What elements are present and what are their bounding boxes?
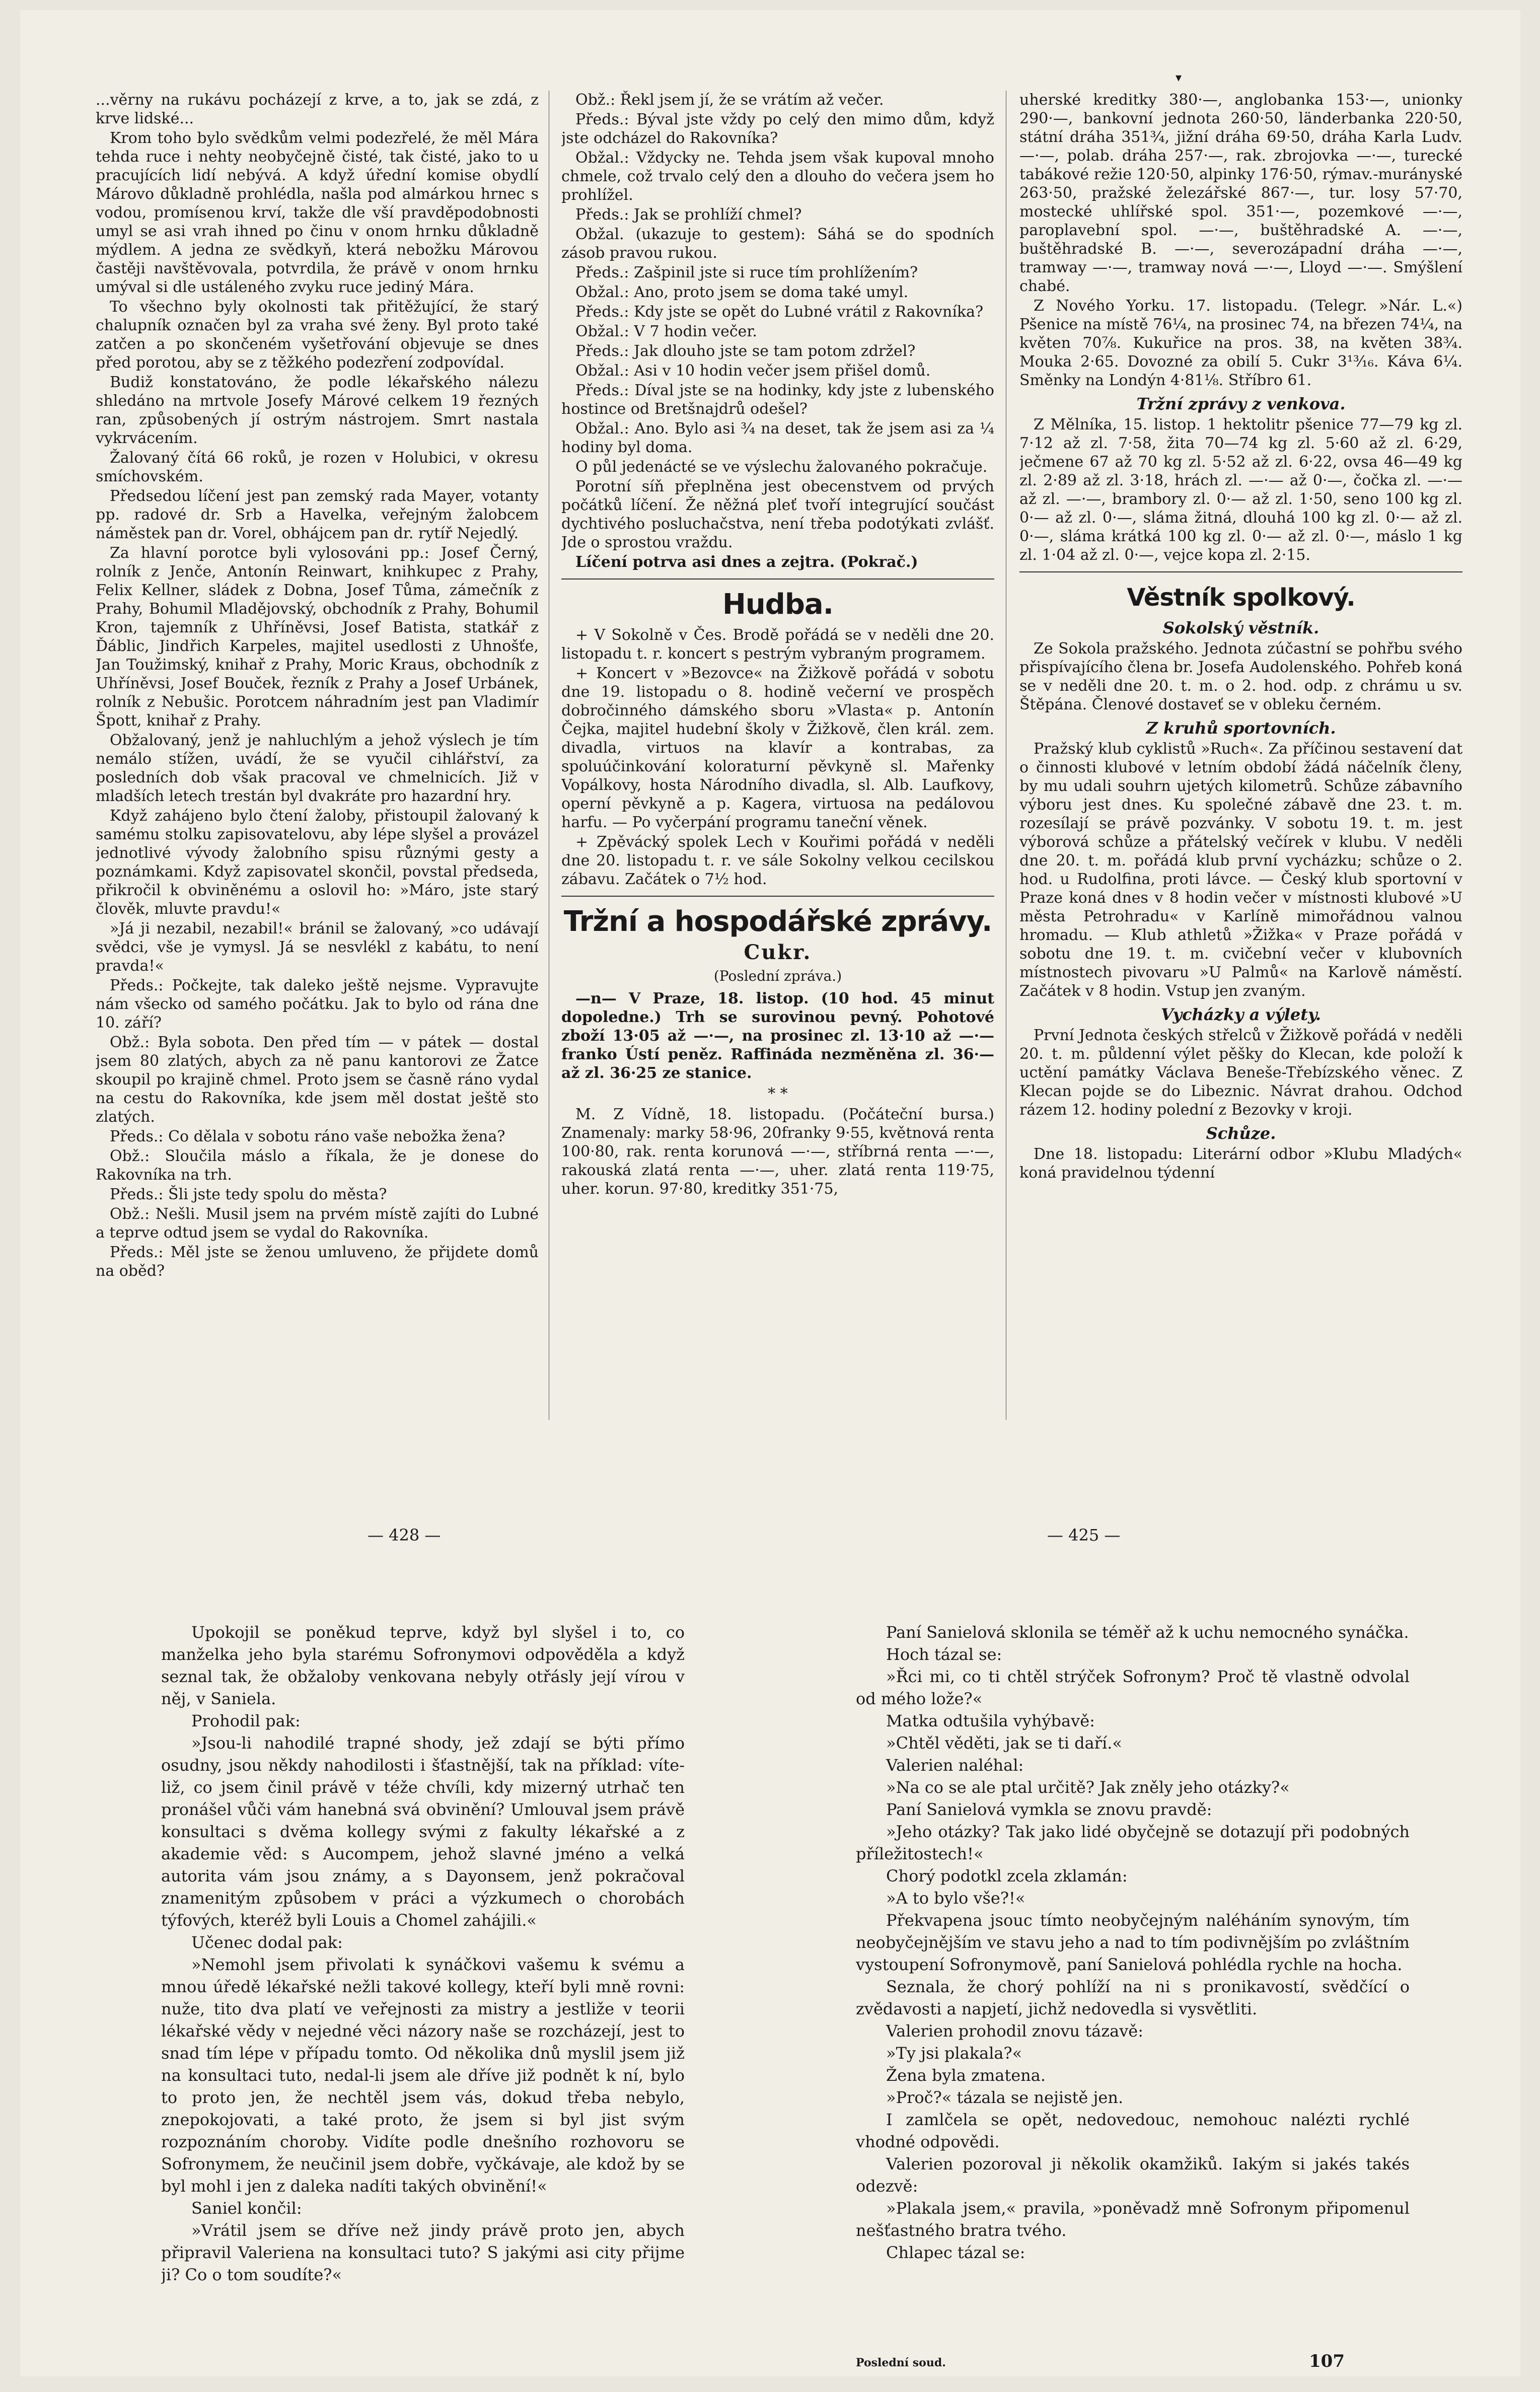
paragraph: Předs.: Šli jste tedy spolu do města? — [110, 1186, 387, 1203]
subsection-title-sokol: Sokolský věstník. — [1162, 618, 1319, 637]
paragraph: Matka odtušila vyhýbavě: — [886, 1711, 1095, 1730]
paragraph: »A to bylo vše?!« — [886, 1889, 1025, 1908]
subsection-title-sport: Z kruhů sportovních. — [1146, 718, 1336, 738]
subsection-title-cukr: Cukr. — [744, 940, 812, 964]
paragraph: Z Mělníka, 15. listop. 1 hektolitr pšenice 77—79 kg zl. 7·12 až zl. 7·58, žita 70—74 kg zl. 5·60 až zl. 6·29, ječmene 67 až 70 kg zl. 5·52 až zl. 6·22, ovsa 46—49 kg zl. 2·89 až zl. 3·18, hrách zl. —·— až 0·—, čočka zl. —·— až zl. —·—, brambory zl. 0·— až zl. 1·50, seno 100 kg zl. 0·— až zl. 0·—, sláma žitná, dlouhá 100 kg zl. 0·— až zl. 0·—, sláma krátká 100 kg zl. 0·— až zl. 0·—, máslo 1 kg zl. 1·04 až zl. 0·—, vejce kopa zl. 2·15. — [1019, 416, 1462, 564]
paragraph: Předs.: Co dělala v sobotu ráno vaše nebožka žena? — [110, 1128, 505, 1145]
paragraph: Paní Sanielová vymkla se znovu pravdě: — [886, 1800, 1212, 1819]
paragraph: Paní Sanielová sklonila se téměř až k uchu nemocného synáčka. — [886, 1623, 1409, 1642]
paragraph: Předs.: Kdy jste se opět do Lubné vrátil z Rakovníka? — [575, 303, 984, 321]
paragraph: Budiž konstatováno, že podle lékařského nálezu shledáno na mrtvole Josefy Márové celkem 19 řezných ran, způsobených jí ostrým nástrojem. Smrt nastala vykrvácením. — [96, 374, 539, 447]
paragraph: Obžal.: Vždycky ne. Tehda jsem však kupoval mnoho chmele, což trvalo celý den a dlouho do večera jsem ho prohlížel. — [561, 149, 994, 204]
paragraph: + Zpěvácký spolek Lech v Kouřimi pořádá v neděli dne 20. listopadu t. r. ve sále Sokolny velkou cecilskou zábavu. Začátek o 7½ hod. — [561, 833, 994, 888]
paragraph: ...věrny na rukávu pocházejí z krve, a to, jak se zdá, z krve lidské... — [96, 91, 539, 127]
paragraph: Seznala, že chorý pohlíží na ni s pronikavostí, svědčící o zvědavosti a napjetí, jichž nedovedla si vysvětliti. — [856, 1977, 1410, 2018]
paragraph: Hoch tázal se: — [886, 1645, 1002, 1664]
column-right — [1019, 91, 1462, 1440]
paragraph: + Koncert v »Bezovce« na Žižkově pořádá v sobotu dne 19. listopadu o 8. hodině večerní ve prospěch dobročinného dámského sboru »Vlasta« p. Antonín Čejka, majitel hudební školy v Žižkově, člen král. zem. divadla, virtuos na klavír a kontrabas, za spoluúčinkování koloraturní pěvkyně sl. Mařenky Vopálkovy, hosta Národního divadla, sl. Alb. Laufkovy, operní pěvkyně a p. Kagera, virtuosa na pedálovou harfu. — Po vyčerpání programu taneční věnek. — [561, 665, 994, 831]
subsection-note: (Poslední zpráva.) — [713, 968, 842, 984]
paragraph: Žena byla zmatena. — [886, 2066, 1046, 2085]
paragraph: Upokojil se poněkud teprve, když byl slyšel i to, co manželka jeho byla starému Sofronymovi odpověděla a když seznal tak, že obžaloby venkovana nebyly otřásly její vírou v něj, v Saniela. — [161, 1623, 685, 1708]
paragraph: Za hlavní porotce byli vylosováni pp.: Josef Černý, rolník z Jenče, Antonín Reinwart, knihkupec z Prahy, Felix Kellner, sládek z Dobna, Josef Tůma, zámečník z Prahy, Bohumil Mladějovský, obchodník z Prahy, Bohumil Kron, tajemník z Uhříněvsi, Josef Batista, statkář z Ďáblic, Jindřich Karpeles, majitel usedlosti z Uhnošťe, Jan Toužimský, knihař z Prahy, Moric Kraus, obchodník z Uhříněvsi, Josef Bouček, řezník z Prahy a Josef Urbánek, rolník z Nebušic. Porotcem náhradním jest pan Vladimír Špott, knihař z Prahy. — [96, 544, 539, 730]
paragraph: Obžal.: V 7 hodin večer. — [575, 323, 757, 340]
column-left — [96, 91, 539, 1440]
paragraph: M. Z Vídně, 18. listopadu. (Počáteční bursa.) Znamenaly: marky 58·96, 20franky 9·55, květnová renta 100·80, rak. renta korunová —·—, stříbrná renta —·—, rakouská zlatá renta —·—, uher. zlatá renta 119·75, uher. korun. 97·80, kreditky 351·75, — [561, 1106, 994, 1198]
paragraph: Předs.: Jak dlouho jste se tam potom zdržel? — [575, 342, 916, 360]
paragraph: Obž.: Nešli. Musil jsem na prvém místě zajíti do Lubné a teprve odtud jsem se vydal do Rakovníka. — [96, 1205, 539, 1242]
separator-stars: * * — [768, 1085, 788, 1103]
paragraph: Valerien naléhal: — [886, 1756, 1024, 1775]
novel-column-left — [161, 1621, 685, 2356]
paragraph: Překvapena jsouc tímto neobyčejným naléháním synovým, tím neobyčejnějším ve stavu jeho a nad to tím podivnějším po zvláštním vystoupení Sofronymově, paní Sanielová pohlédla rychle na hocha. — [856, 1911, 1410, 1974]
paragraph: Předs.: Zašpinil jste si ruce tím prohlížením? — [575, 264, 918, 281]
paragraph: »Vrátil jsem se dříve než jindy právě proto jen, abych připravil Valeriena na konsultaci tuto? S jakými asi city přijme ji? Co o tom soudíte?« — [161, 2221, 685, 2284]
section-title-hudba: Hudba. — [722, 588, 833, 621]
paragraph: Obžal.: Ano, proto jsem se doma také umyl. — [575, 283, 909, 301]
paragraph: Obž.: Sloučila máslo a říkala, že je donese do Rakovníka na trh. — [96, 1147, 539, 1184]
paragraph: »Jsou-li nahodilé trapné shody, jež zdají se býti přímo osudny, jsou někdy nahodilosti i šťastnější, tak na příklad: víte-liž, co jsem činil právě v téže chvíli, kdy mizerný utrhač ten pronášel vůči vám hanebná svá obvinění? Umlouval jsem právě konsultaci s dvěma kollegy svými z fakulty lékařské a z akademie věd: s Aucompem, jehož slavné jméno a velká autorita vám jsou známy, a s Dayonsem, jenž pokračoval znamenitým způsobem v práci a výzkumech o chorobách týfových, kteréž byli Louis a Chomel zahájili.« — [161, 1733, 685, 1930]
paragraph: »Proč?« tázala se nejistě jen. — [886, 2088, 1124, 2107]
paragraph: Dne 18. listopadu: Literární odbor »Klubu Mladých« koná pravidelnou týdenní — [1019, 1145, 1462, 1182]
footer-page-number: 107 — [1309, 2351, 1345, 2371]
paragraph: První Jednota českých střelců v Žižkově pořádá v neděli 20. t. m. půldenní výlet pěšky do Klecan, kde položí k uctění památky Václava Beneše-Třebízského věnec. Z Klecan pojde se do Libeznic. Návrat drahou. Odchod rázem 12. hodiny polední z Bezovky v kroji. — [1019, 1027, 1462, 1119]
paragraph: Předsedou líčení jest pan zemský rada Mayer, votanty pp. radové dr. Srb a Havelka, veřejným žalobcem náměstek pan dr. Vorel, obhájcem pan dr. rytíř Nejedlý. — [96, 487, 539, 542]
paragraph: Obžal.: Asi v 10 hodin večer jsem přišel domů. — [575, 362, 931, 380]
paragraph: »Chtěl věděti, jak se ti daří.« — [886, 1733, 1122, 1753]
paragraph: Pražský klub cyklistů »Ruch«. Za příčinou sestavení dat o činnosti klubové v letním období žádá náčelník členy, by mu udali souhrn ujetých kilometrů. Schůze zábavního výboru jest dnes. Ku společné zábavě dne 23. t. m. rozesílají se právě pozvánky. V sobotu 19. t. m. jest výborová schůze a přátelský večírek v klubu. V neděli dne 20. t. m. pořádá klub první vycházku; schůze o 2. hod. u Rudolfina, proti lávce. — Český klub sportovní v Praze koná dnes v 8 hodin večer v místnosti klubové »U města Petrohradu« v Karlíně mimořádnou valnou hromadu. — Klub athletů »Žižka« v Praze pořádá v sobotu dne 19. t. m. cvičební večer v klubovních místnostech pivovaru »U Palmů« na Karlově náměstí. Začátek v 8 hodin. Vstup jen zvaným. — [1019, 740, 1462, 1000]
paragraph: Předs.: Počkejte, tak daleko ještě nejsme. Vypravujte nám všecko od samého počátku. Jak to bylo od rána dne 10. září? — [96, 977, 539, 1032]
paragraph: »Řci mi, co ti chtěl strýček Sofronym? Proč tě vlastně odvolal od mého lože?« — [856, 1667, 1410, 1708]
paragraph: Když zahájeno bylo čtení žaloby, přistoupil žalovaný k samému stolku zapisovatelovu, aby lépe slyšel a provázel jednotlivé vývody žalobního spisu různými gesty a poznámkami. Když zapisovatel skončil, povstal předseda, přikročil k obviněnému a oslovil ho: »Máro, jste starý člověk, mluvte pravdu!« — [96, 807, 539, 918]
paragraph: I zamlčela se opět, nedovedouc, nemohouc nalézti rychlé vhodné odpovědi. — [856, 2110, 1410, 2151]
newspaper-sheet — [20, 10, 1520, 2376]
paragraph: »Plakala jsem,« pravila, »poněvadž mně Sofronym připomenul nešťastného bratra tvého. — [856, 2199, 1410, 2240]
paragraph: Obžal.: Ano. Bylo asi ¾ na deset, tak že jsem asi za ¼ hodiny byl doma. — [561, 420, 994, 456]
paragraph: Žalovaný čítá 66 roků, je rozen v Holubici, v okresu smíchovském. — [96, 449, 539, 485]
page-mark: ▾ — [1176, 70, 1182, 85]
novel-column-right — [856, 1621, 1410, 2356]
paragraph: —n— V Praze, 18. listop. (10 hod. 45 minut dopoledne.) Trh se surovinou pevný. Pohotové zboží 13·05 až —·—, na prosinec zl. 13·10 až —·— franko Ústí peněz. Raffináda nezměněna zl. 36·— až zl. 36·25 ze stanice. — [561, 990, 994, 1082]
paragraph: O půl jedenácté se ve výslechu žalovaného pokračuje. — [575, 458, 988, 476]
paragraph: Z Nového Yorku. 17. listopadu. (Telegr. »Nár. L.«) Pšenice na místě 76¼, na prosinec 74, na březen 74¼, na květen 70⅞. Kukuřice na pros. 38, na květen 38¾. Mouka 2·65. Dovozné za obilí 5. Cukr 3¹³⁄₁₆. Káva 6¼. Směnky na Londýn 4·81⅛. Stříbro 61. — [1019, 297, 1462, 389]
paragraph: Valerien pozoroval ji několik okamžiků. Iakým si jakés takés odezvě: — [856, 2154, 1410, 2196]
paragraph: Saniel končil: — [191, 2199, 302, 2218]
paragraph: Předs.: Jak se prohlíží chmel? — [575, 206, 802, 224]
subsection-title-schuze: Schůze. — [1206, 1124, 1276, 1143]
paragraph: Obžalovaný, jenž je nahluchlým a jehož výslech je tím nemálo stížen, uvádí, že se vyučil cihlářství, za posledních dob však pracoval ve chmelnicích. Již v mladších letech trestán byl dvakráte pro hazardní hry. — [96, 732, 539, 805]
paragraph: »Jeho otázky? Tak jako lidé obyčejně se dotazují při podobných příležitostech!« — [856, 1822, 1410, 1863]
paragraph: Obž.: Řekl jsem jí, že se vrátím až večer. — [575, 91, 884, 109]
section-title-vestnik: Věstník spolkový. — [1127, 584, 1355, 612]
paragraph: »Nemohl jsem přivolati k synáčkovi vašemu k svému a mnou úředě lékařské nežli takové kollegy, kteří byli mně rovni: nuže, tito dva platí ve veřejnosti za mistry a jestliže v teorii lékařské vědy v nejedné věci názory naše se rozcházejí, jest to snad tím lépe v případu tomto. Od několika dnů myslil jsem již na konsultaci tuto, nedal-li jsem ale dříve již podnět k ní, bylo to proto jen, že nechtěl jsem vás, dokud třeba nebylo, znepokojovati, a také proto, že jsem si byl jist svým rozpoznáním choroby. Vidíte podle dnešního rozhovoru se Sofronymem, že neučinil jsem dobře, vyčkávaje, ale kdož by se byl mohl i jen z daleka nadíti takých obvinění!« — [161, 1955, 685, 2196]
paragraph: »Ty jsi plakala?« — [886, 2044, 1022, 2063]
column-middle — [561, 91, 994, 1440]
paragraph: Obž.: Byla sobota. Den před tím — v pátek — dostal jsem 80 zlatých, abych za ně panu kantorovi ze Žatce skoupil po krajině chmel. Proto jsem se časně ráno vydal na cestu do Rakovníka, kde jsem měl dostat ještě sto zlatých. — [96, 1034, 539, 1126]
paragraph: Předs.: Díval jste se na hodinky, kdy jste z lubenského hostince od Bretšnajdrů odešel? — [561, 382, 994, 418]
paragraph: Líčení potrva asi dnes a zejtra. (Pokrač.) — [575, 553, 918, 571]
divider — [561, 578, 994, 579]
footer-signature: Poslední soud. — [856, 2356, 946, 2369]
paragraph: »Já ji nezabil, nezabil!« bránil se žalovaný, »co udávají svědci, vše je vymysl. Já se nesvlékl z kabátu, to není pravda!« — [96, 920, 539, 975]
paragraph: uherské kreditky 380·—, anglobanka 153·—, unionky 290·—, bankovní jednota 260·50, länderbanka 220·50, státní dráha 351¾, jižní dráha 69·50, dráha Karla Ludv. —·—, polab. dráha 257·—, rak. zbrojovka —·—, turecké tabákové režie 120·50, alpinky 176·50, rýmav.-murányské 263·50, pražské železářské 867·—, tur. losy 57·70, mostecké uhlířské spol. 351·—, pozemkové —·—, paroplavební spol. —·—, buštěhradské A. —·—, buštěhradské B. —·—, severozápadní dráha —·—, tramway —·—, tramway nová —·—, Lloyd —·—. Smýšlení chabé. — [1019, 91, 1462, 295]
paragraph: »Na co se ale ptal určitě? Jak zněly jeho otázky?« — [886, 1778, 1290, 1797]
paragraph: Učenec dodal pak: — [191, 1933, 343, 1952]
paragraph: Ze Sokola pražského. Jednota zúčastní se pohřbu svého přispívajícího člena br. Josefa Audolenského. Pohřeb koná se v neděli dne 20. t. m. o 2. hod. odp. z chrámu u sv. Štěpána. Členové dostaveť se v obleku černém. — [1019, 640, 1462, 713]
paragraph: To všechno byly okolnosti tak přitěžující, že starý chalupník označen byl za vraha své ženy. Byl proto také zatčen a po skončeném vyšetřování objevuje se dnes před porotou, aby se z těžkého podezření zodpovídal. — [96, 298, 539, 372]
paragraph: + V Sokolně v Čes. Brodě pořádá se v neděli dne 20. listopadu t. r. koncert s pestrým vybraným programem. — [561, 626, 994, 663]
paragraph: Prohodil pak: — [191, 1711, 301, 1730]
paragraph: Chorý podotkl zcela zklamán: — [886, 1866, 1128, 1886]
page-number-left: — 428 — — [368, 1526, 441, 1545]
paragraph: Porotní síň přeplněna jest obecenstvem od prvých počátků líčení. Že něžná pleť tvoří integrující součást dychtivého posluchačstva, není třeba podotýkati zvlášť. Jde o sprostou vraždu. — [561, 478, 994, 551]
paragraph: Obžal. (ukazuje to gestem): Sáhá se do spodních zásob pravou rukou. — [561, 226, 994, 262]
page-number-right: — 425 — — [1047, 1526, 1121, 1545]
paragraph: Valerien prohodil znovu tázavě: — [886, 2021, 1143, 2041]
divider — [561, 896, 994, 897]
paragraph: Předs.: Měl jste se ženou umluveno, že přijdete domů na oběd? — [96, 1244, 539, 1280]
paragraph: Chlapec tázal se: — [886, 2243, 1025, 2262]
section-title-trzni: Tržní a hospodářské zprávy. — [563, 905, 992, 938]
divider — [1019, 571, 1462, 572]
subsection-title-venkov: Tržní zprávy z venkova. — [1136, 394, 1346, 413]
subsection-title-vychazky: Vycházky a výlety. — [1160, 1005, 1322, 1024]
paragraph: Předs.: Býval jste vždy po celý den mimo dům, když jste odcházel do Rakovníka? — [561, 111, 994, 147]
paragraph: Krom toho bylo svědkům velmi podezřelé, že měl Mára tehda ruce i nehty neobyčejně čisté, tak čisté, jako to u pracujících lidí nebývá. A když úřední komise obydlí Márovo důkladně prohlédla, našla pod almárkou hrnec s vodou, promísenou krví, takže dle vší pravděpodobnosti umyl se asi vrah ihned po činu v onom hrnku důkladně mýdlem. A jedna ze svědkyň, která nebožku Márovou častěji navštěvovala, potvrdila, že právě v onom hrnku umýval si dle ustáleného zvyku ruce jediný Mára. — [96, 129, 539, 296]
